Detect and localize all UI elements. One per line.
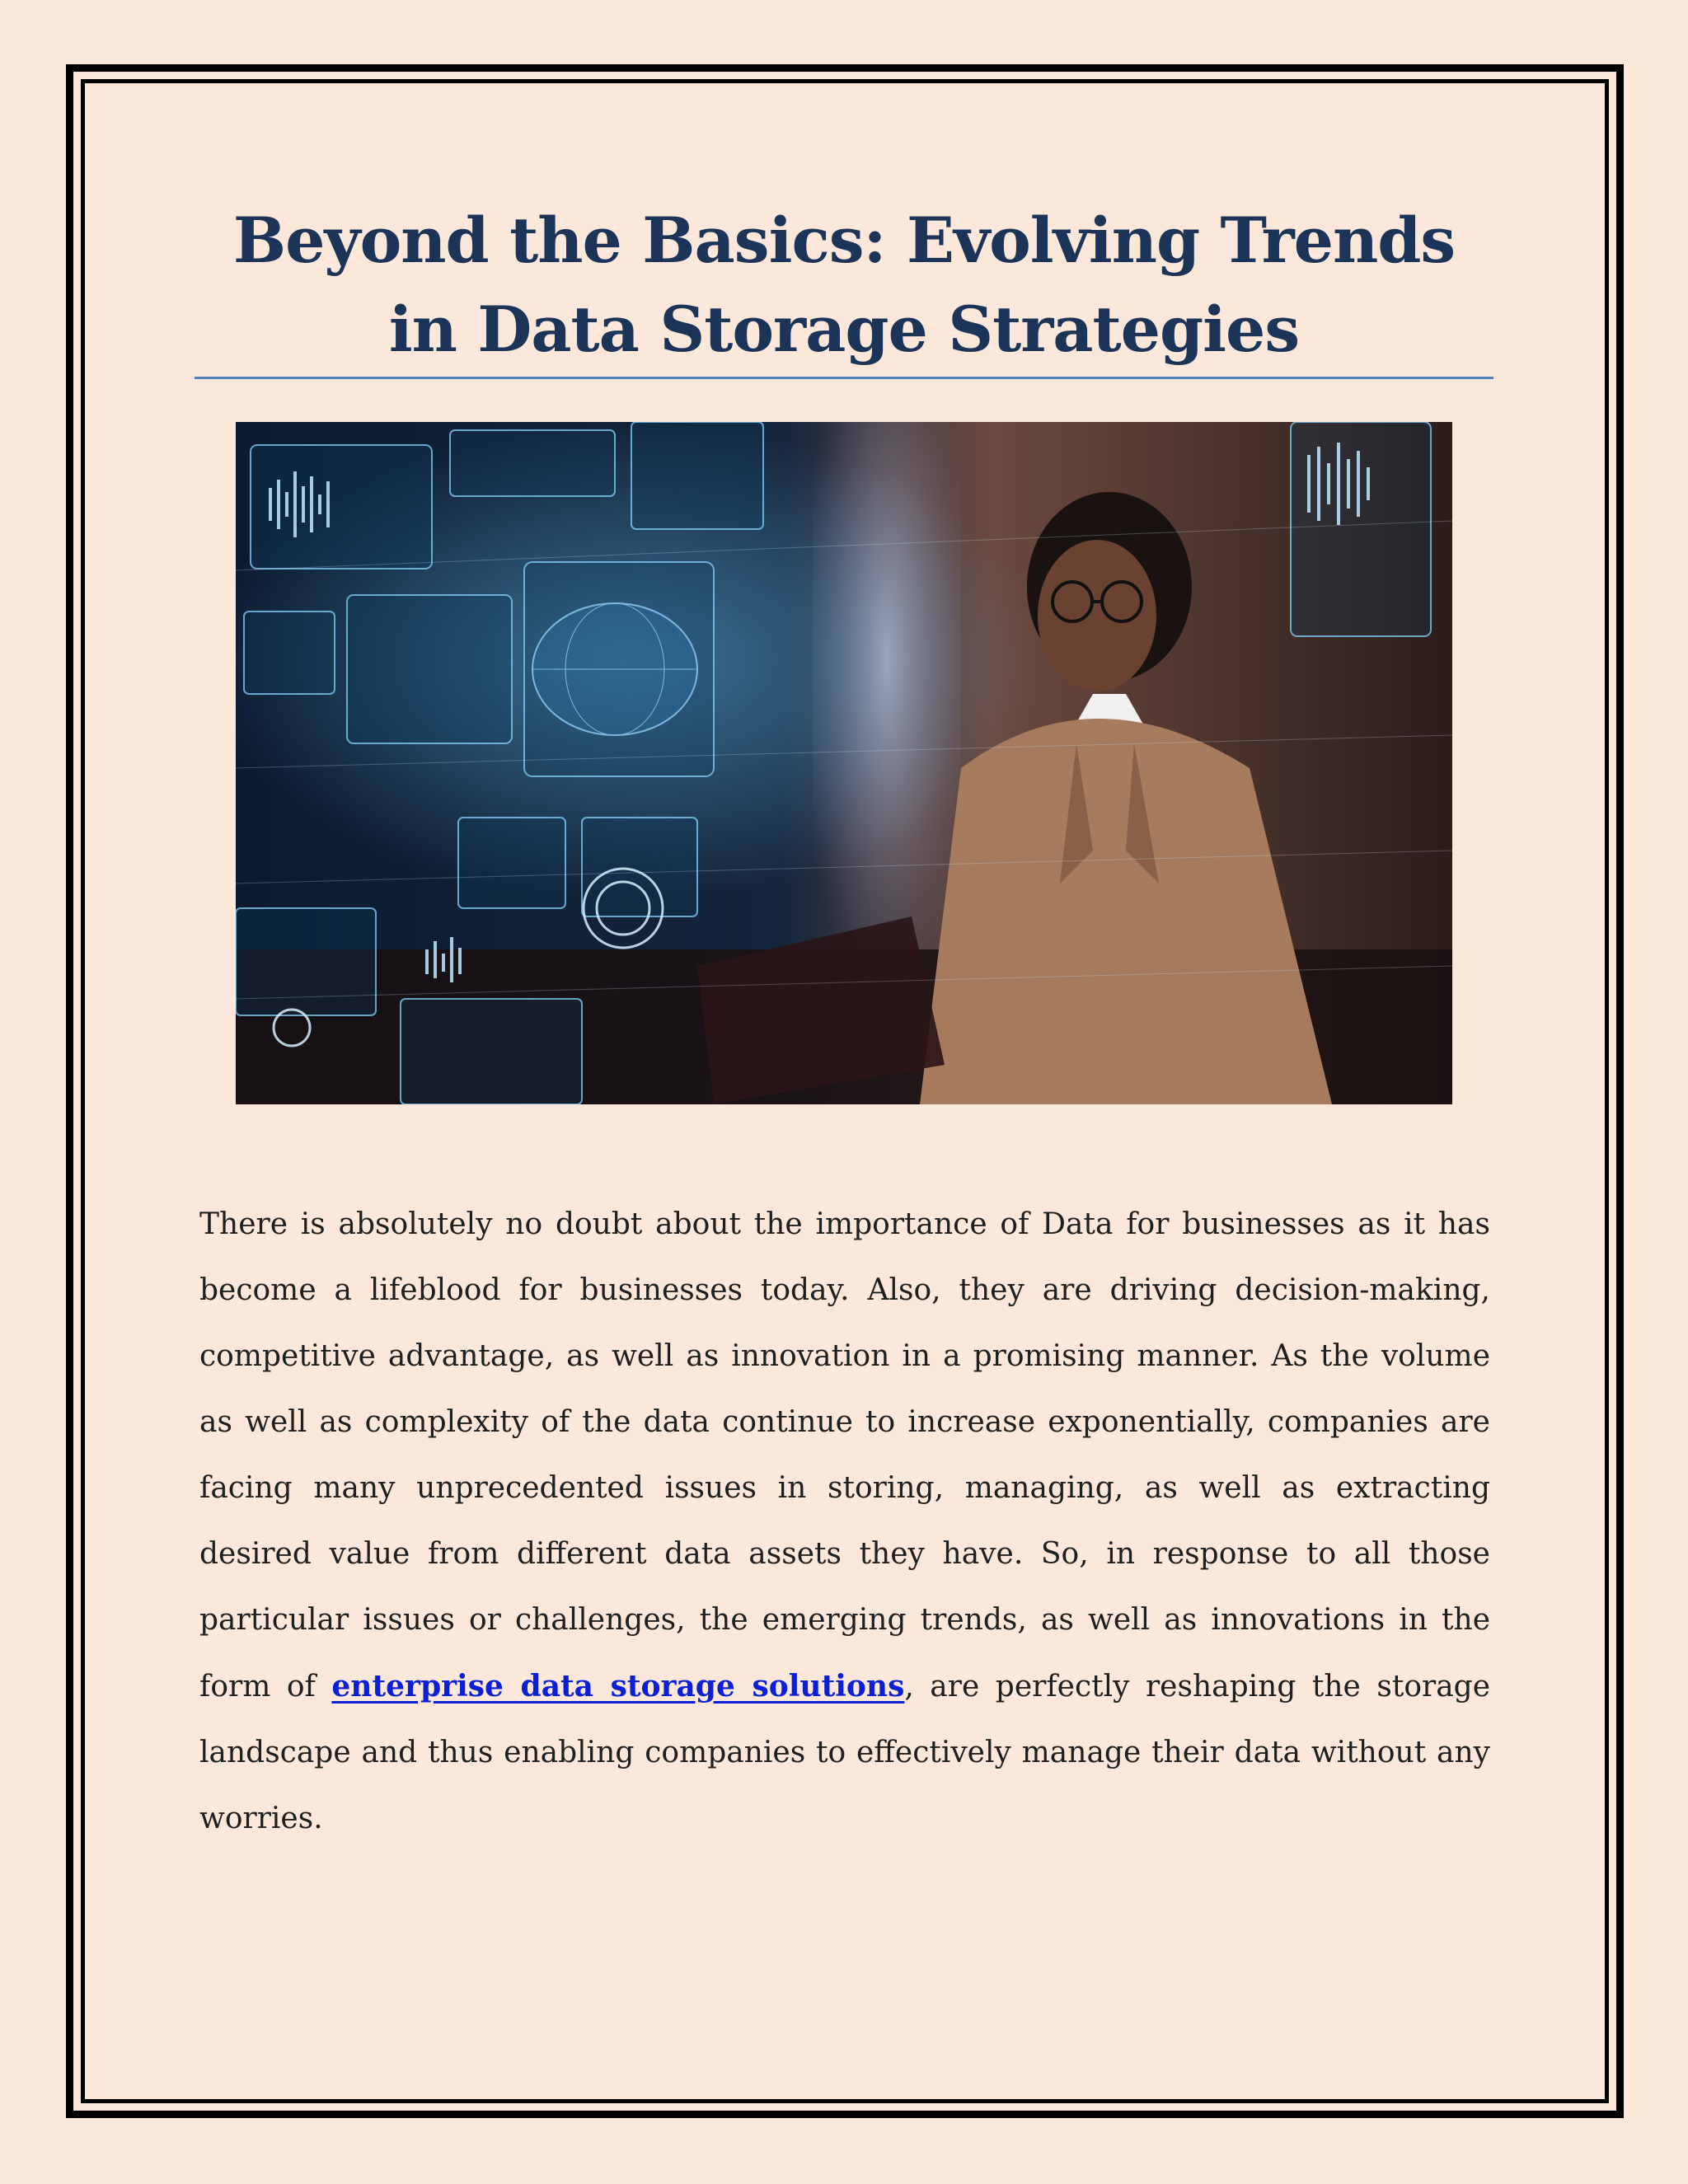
body-paragraph [199, 1192, 1490, 1852]
document-title: Beyond the Basics: Evolving Trends in Data Storage Strategies [232, 204, 1456, 366]
hero-image [236, 422, 1452, 1104]
paragraph-text-after-link: , are perfectly reshaping the storage landscape and thus enabling companies to effectively manage their data without any worries. [199, 1670, 1491, 1835]
enterprise-storage-link[interactable]: enterprise data storage solutions [331, 1669, 905, 1704]
title-underline-rule [195, 377, 1493, 379]
paragraph-text-before-link: There is absolutely no doubt about the importance of Data for businesses as it has become a lifeblood for businesses today. Also, they are driving decision-making, competitive advantage, as well as innovation in a promising manner. As the volume as well as complexity of the data continue to increase exponentially, companies are facing many unprecedented issues in storing, managing, as well as extracting desired value from different data assets they have. So, in response to all those particular issues or challenges, the emerging trends, as well as innovations in the form of [199, 1207, 1490, 1704]
